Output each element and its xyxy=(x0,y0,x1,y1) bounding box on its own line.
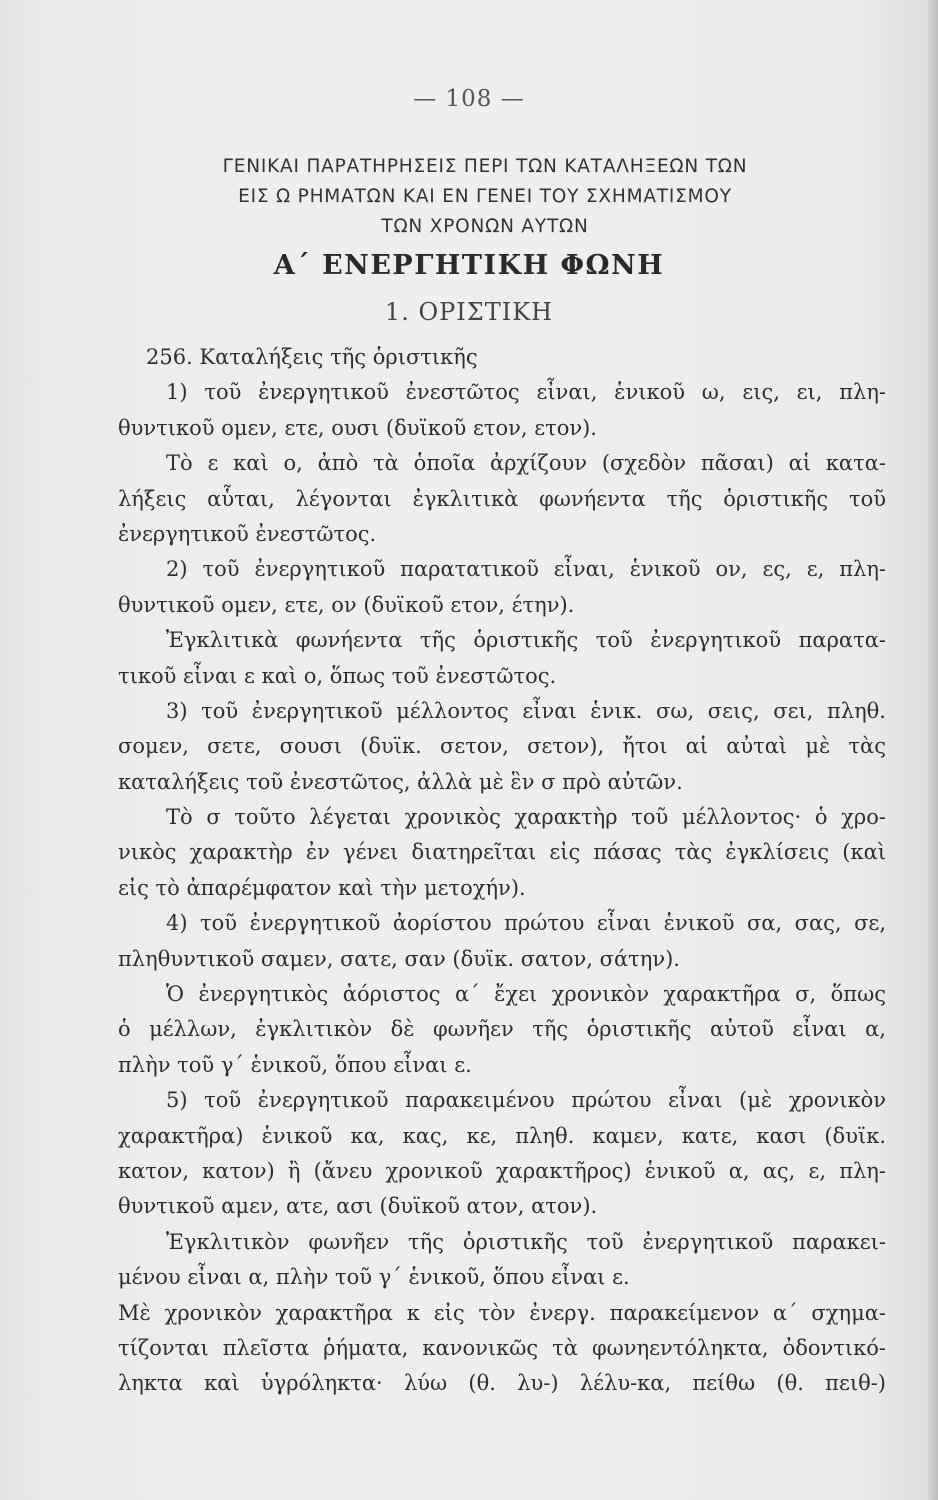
body-text xyxy=(118,340,886,1402)
text-line: Ὁ ἐνεργητικὸς ἀόριστος α΄ ἔχει χρονικὸν χαρακτῆρα σ, ὅπως xyxy=(166,982,886,1007)
text-line: Ἐγκλιτικὸν φωνῆεν τῆς ὁριστικῆς τοῦ ἐνεργητικοῦ παρακει- xyxy=(166,1229,886,1254)
text-line: πληθυντικοῦ σαμεν, σατε, σαν (δυϊκ. σατον, σάτην). xyxy=(118,946,680,971)
text-line: ὁ μέλλων, ἐγκλιτικὸν δὲ φωνῆεν τῆς ὁριστικῆς αὐτοῦ εἶναι α, xyxy=(118,1017,886,1042)
text-line: Ἐγκλιτικὰ φωνήεντα τῆς ὁριστικῆς τοῦ ἐνεργητικοῦ παρατα- xyxy=(166,628,886,653)
text-line: σομεν, σετε, σουσι (δυϊκ. σετον, σετον), ἤτοι αἱ αὐταὶ μὲ τὰς xyxy=(118,734,886,759)
text-line: 1) τοῦ ἐνεργητικοῦ ἐνεστῶτος εἶναι, ἑνικοῦ ω, εις, ει, πλη- xyxy=(166,380,886,405)
text-line: λήξεις αὗται, λέγονται ἐγκλιτικὰ φωνήεντα τῆς ὁριστικῆς τοῦ xyxy=(118,486,886,511)
text-line: Μὲ χρονικὸν χαρακτῆρα κ εἰς τὸν ἐνεργ. παρακείμενον α΄ σχημα- xyxy=(118,1300,886,1325)
section-title-active-voice: Α΄ ΕΝΕΡΓΗΤΙΚΗ ΦΩΝΗ xyxy=(273,250,665,281)
text-line: 5) τοῦ ἐνεργητικοῦ παρακειμένου πρώτου εἶναι (μὲ χρονικὸν xyxy=(166,1088,886,1113)
chapter-heading-line-2: ΕΙΣ Ω ΡΗΜΑΤΩΝ ΚΑΙ ΕΝ ΓΕΝΕΙ ΤΟΥ ΣΧΗΜΑΤΙΣΜΟΥ xyxy=(238,186,732,207)
text-line: καταλήξεις τοῦ ἐνεστῶτος, ἀλλὰ μὲ ἓν σ πρὸ αὐτῶν. xyxy=(118,769,683,794)
text-line: θυντικοῦ ομεν, ετε, ον (δυϊκοῦ ετον, έτην). xyxy=(118,592,575,617)
text-line: κατον, κατον) ἢ (ἄνευ χρονικοῦ χαρακτῆρος) ἑνικοῦ α, ας, ε, πλη- xyxy=(118,1158,886,1183)
text-line: ληκτα καὶ ὑγρόληκτα· λύω (θ. λυ-) λέλυ-κα, πείθω (θ. πειθ-) xyxy=(118,1371,886,1396)
text-line: τικοῦ εἶναι ε καὶ ο, ὅπως τοῦ ἐνεστῶτος. xyxy=(118,663,557,688)
text-line: τίζονται πλεῖστα ῥήματα, κανονικῶς τὰ φωνηεντόληκτα, ὀδοντικό- xyxy=(118,1335,886,1360)
text-line: Τὸ σ τοῦτο λέγεται χρονικὸς χαρακτὴρ τοῦ μέλλοντος· ὁ χρο- xyxy=(166,805,886,830)
page-edge-shadow xyxy=(928,0,938,1500)
text-line: θυντικοῦ αμεν, ατε, ασι (δυϊκοῦ ατον, ατον). xyxy=(118,1194,598,1219)
text-line: χαρακτῆρα) ἑνικοῦ κα, κας, κε, πληθ. καμεν, κατε, κασι (δυϊκ. xyxy=(118,1123,886,1148)
chapter-heading-line-3: ΤΩΝ ΧΡΟΝΩΝ ΑΥΤΩΝ xyxy=(381,216,589,237)
text-line: θυντικοῦ ομεν, ετε, ουσι (δυϊκοῦ ετον, ετον). xyxy=(118,415,597,440)
text-line: 4) τοῦ ἐνεργητικοῦ ἀορίστου πρώτου εἶναι ἑνικοῦ σα, σας, σε, xyxy=(166,911,886,936)
page-number: — 108 — xyxy=(413,86,525,112)
text-line: ἐνεργητικοῦ ἐνεστῶτος. xyxy=(118,521,377,546)
text-line: 256. Καταλήξεις τῆς ὁριστικῆς xyxy=(146,345,478,369)
chapter-heading xyxy=(140,152,830,242)
text-line: πλὴν τοῦ γ΄ ἑνικοῦ, ὅπου εἶναι ε. xyxy=(118,1052,472,1077)
subsection-title-indicative: 1. ΟΡΙΣΤΙΚΗ xyxy=(384,298,554,326)
text-line: 2) τοῦ ἐνεργητικοῦ παρατατικοῦ εἶναι, ἑνικοῦ ον, ες, ε, πλη- xyxy=(166,557,886,582)
text-line: εἰς τὸ ἀπαρέμφατον καὶ τὴν μετοχήν). xyxy=(118,875,526,900)
text-line: μένου εἶναι α, πλὴν τοῦ γ΄ ἑνικοῦ, ὅπου εἶναι ε. xyxy=(118,1265,630,1290)
text-line: νικὸς χαρακτὴρ ἐν γένει διατηρεῖται εἰς πάσας τὰς ἐγκλίσεις (καὶ xyxy=(118,840,886,865)
text-line: Τὸ ε καὶ ο, ἀπὸ τὰ ὁποῖα ἀρχίζουν (σχεδὸν πᾶσαι) αἱ κατα- xyxy=(166,451,886,476)
chapter-heading-line-1: ΓΕΝΙΚΑΙ ΠΑΡΑΤΗΡΗΣΕΙΣ ΠΕΡΙ ΤΩΝ ΚΑΤΑΛΗΞΕΩΝ ΤΩΝ xyxy=(222,156,748,177)
text-line: 3) τοῦ ἐνεργητικοῦ μέλλοντος εἶναι ἑνικ. σω, σεις, σει, πληθ. xyxy=(166,698,886,723)
